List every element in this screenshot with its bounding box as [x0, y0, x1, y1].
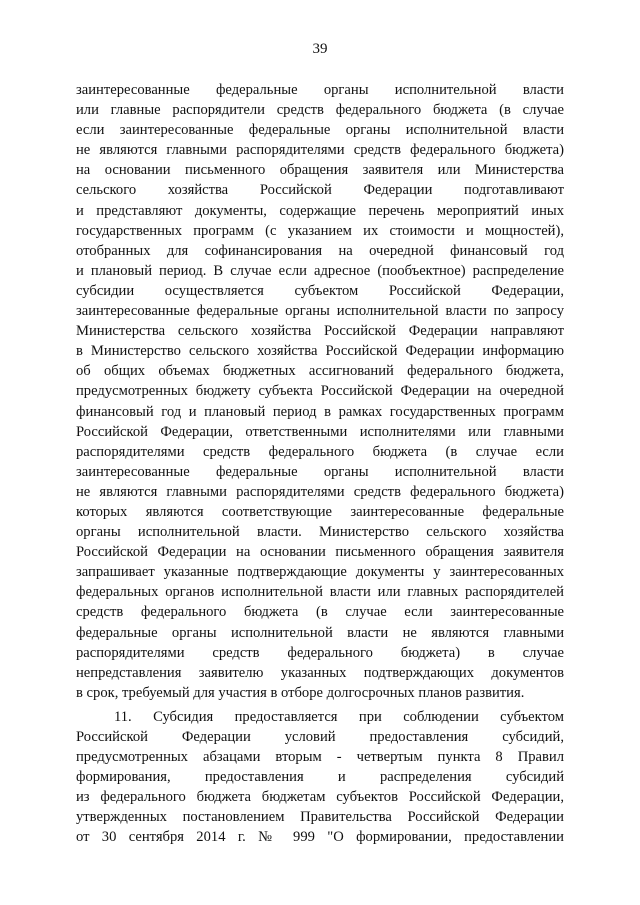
- text-line: заинтересованные федеральные органы исполнительной власти: [76, 82, 564, 98]
- text-line: заинтересованные федеральные органы исполнительной власти: [76, 463, 564, 480]
- text-line: распорядителями средств федерального бюджета) в случае: [76, 644, 564, 661]
- text-line: непредставления заявителю указанных подтверждающих документов: [76, 664, 564, 681]
- text-line: и представляют документы, содержащие перечень мероприятий иных: [76, 202, 564, 219]
- text-line: запрашивает указанные подтверждающие документы у заинтересованных: [76, 564, 564, 581]
- text-line: органы исполнительной власти. Министерство сельского хозяйства: [76, 524, 564, 541]
- document-body: [76, 80, 564, 848]
- text-line: из федерального бюджета бюджетам субъектов Российской Федерации,: [76, 789, 564, 806]
- text-line: Российской Федерации на основании письменного обращения заявителя: [76, 544, 564, 561]
- text-line: субсидии осуществляется субъектом Российской Федерации,: [76, 282, 564, 299]
- text-line: Российской Федерации условий предоставления субсидий,: [76, 729, 564, 745]
- text-line: которых являются соответствующие заинтересованные федеральные: [76, 503, 564, 520]
- text-line: или главные распорядители средств федерального бюджета (в случае: [76, 102, 564, 119]
- text-line: не являются главными распорядителями средств федерального бюджета): [76, 142, 564, 159]
- text-line: предусмотренных бюджету субъекта Российской Федерации на очередной: [76, 383, 564, 400]
- text-line: утвержденных постановлением Правительства Российской Федерации: [76, 809, 564, 826]
- text-line: об общих объемах бюджетных ассигнований федерального бюджета,: [76, 363, 564, 380]
- text-line: сельского хозяйства Российской Федерации подготавливают: [76, 182, 564, 199]
- text-line: распорядителями средств федерального бюджета (в случае если: [76, 443, 564, 460]
- text-line: заинтересованные федеральные органы исполнительной власти по запросу: [76, 303, 564, 320]
- text-line: федеральные органы исполнительной власти не являются главными: [76, 624, 564, 641]
- text-line: государственных программ (с указанием их стоимости и мощностей),: [76, 222, 564, 239]
- text-line: отобранных для софинансирования на очередной финансовый год: [76, 242, 564, 259]
- text-line: федеральных органов исполнительной власти или главных распорядителей: [76, 584, 564, 601]
- text-line: на основании письменного обращения заявителя или Министерства: [76, 162, 564, 179]
- text-line: предусмотренных абзацами вторым - четвертым пункта 8 Правил: [76, 749, 564, 766]
- text-line: Российской Федерации, ответственными исполнителями или главными: [76, 423, 564, 440]
- text-line: не являются главными распорядителями средств федерального бюджета): [76, 483, 564, 500]
- text-line: 11. Субсидия предоставляется при соблюдении субъектом: [114, 708, 564, 725]
- text-line: в срок, требуемый для участия в отборе долгосрочных планов развития.: [76, 684, 525, 701]
- page-number: 39: [312, 41, 328, 57]
- text-line: Министерства сельского хозяйства Российской Федерации направляют: [76, 323, 564, 340]
- text-line: если заинтересованные федеральные органы исполнительной власти: [76, 122, 564, 139]
- text-line: финансовый год и плановый период в рамках государственных программ: [76, 403, 564, 420]
- paragraph-p10-continued: [76, 80, 564, 703]
- text-line: средств федерального бюджета (в случае если заинтересованные: [76, 604, 564, 621]
- text-line: и плановый период. В случае если адресное (пообъектное) распределение: [76, 262, 564, 279]
- paragraph-p11: [76, 707, 564, 848]
- text-line: от 30 сентября 2014 г. № 999 "О формировании, предоставлении: [76, 829, 564, 846]
- text-line: в Министерство сельского хозяйства Российской Федерации информацию: [76, 343, 564, 360]
- text-line: формирования, предоставления и распределения субсидий: [76, 769, 564, 786]
